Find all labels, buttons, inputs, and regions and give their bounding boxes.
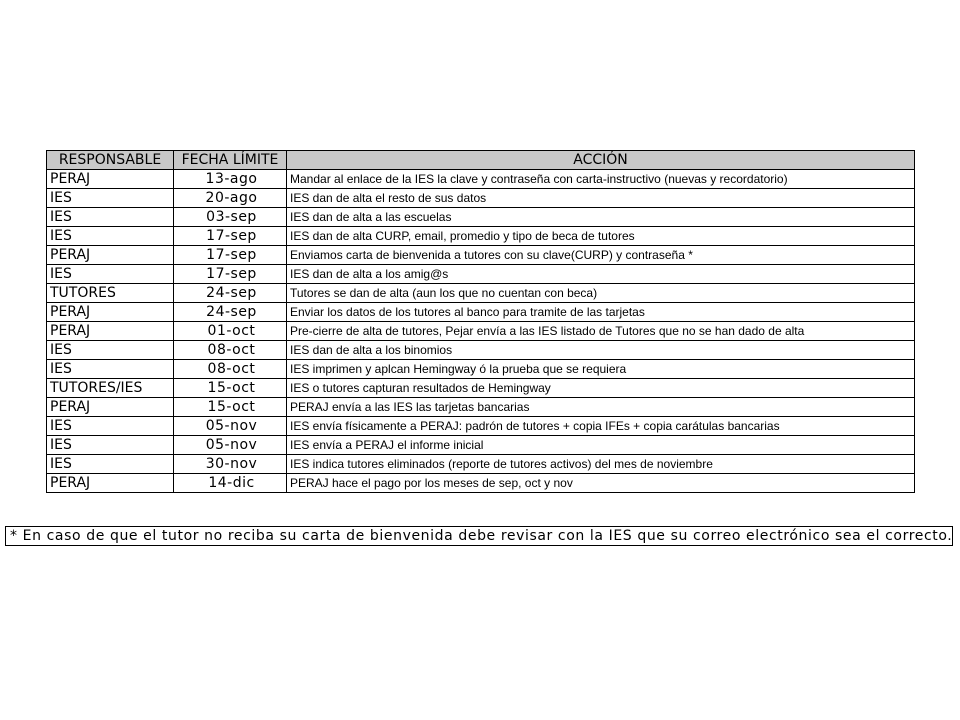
table-row — [47, 379, 915, 398]
responsable-cell: IES — [47, 227, 174, 246]
table-row — [47, 227, 915, 246]
accion-cell: PERAJ envía a las IES las tarjetas bancarias — [287, 398, 915, 417]
table-row — [47, 265, 915, 284]
fecha-limite-cell: 20-ago — [174, 189, 287, 208]
accion-cell: IES imprimen y aplcan Hemingway ó la prueba que se requiera — [287, 360, 915, 379]
fecha-limite-cell: 13-ago — [174, 170, 287, 189]
fecha-limite-cell: 15-oct — [174, 398, 287, 417]
table-row — [47, 322, 915, 341]
responsable-cell: IES — [47, 360, 174, 379]
table-row — [47, 417, 915, 436]
table-row — [47, 170, 915, 189]
accion-cell: IES envía físicamente a PERAJ: padrón de tutores + copia IFEs + copia carátulas bancarias — [287, 417, 915, 436]
fecha-limite-cell: 17-sep — [174, 265, 287, 284]
table-row — [47, 455, 915, 474]
fecha-limite-cell: 14-dic — [174, 474, 287, 493]
responsable-cell: PERAJ — [47, 398, 174, 417]
accion-cell: Tutores se dan de alta (aun los que no cuentan con beca) — [287, 284, 915, 303]
fecha-limite-cell: 15-oct — [174, 379, 287, 398]
fecha-limite-cell: 01-oct — [174, 322, 287, 341]
accion-cell: IES dan de alta el resto de sus datos — [287, 189, 915, 208]
accion-cell: IES dan de alta CURP, email, promedio y tipo de beca de tutores — [287, 227, 915, 246]
accion-cell: Enviar los datos de los tutores al banco para tramite de las tarjetas — [287, 303, 915, 322]
fecha-limite-cell: 08-oct — [174, 341, 287, 360]
responsable-cell: IES — [47, 417, 174, 436]
fecha-limite-cell: 24-sep — [174, 284, 287, 303]
table-row — [47, 189, 915, 208]
table-row — [47, 341, 915, 360]
schedule-table — [46, 150, 915, 493]
table-row — [47, 398, 915, 417]
footnote: * En caso de que el tutor no reciba su carta de bienvenida debe revisar con la IES que su correo electrónico sea el correcto. — [5, 526, 953, 546]
fecha-limite-cell: 17-sep — [174, 227, 287, 246]
table-row — [47, 303, 915, 322]
table-row — [47, 246, 915, 265]
table-body — [47, 170, 915, 493]
responsable-cell: IES — [47, 208, 174, 227]
fecha-limite-cell: 05-nov — [174, 417, 287, 436]
responsable-cell: PERAJ — [47, 322, 174, 341]
table-row — [47, 436, 915, 455]
header-row — [47, 151, 915, 170]
accion-cell: IES envía a PERAJ el informe inicial — [287, 436, 915, 455]
responsable-cell: PERAJ — [47, 246, 174, 265]
fecha-limite-cell: 17-sep — [174, 246, 287, 265]
table-row — [47, 284, 915, 303]
fecha-limite-cell: 30-nov — [174, 455, 287, 474]
accion-cell: PERAJ hace el pago por los meses de sep, oct y nov — [287, 474, 915, 493]
accion-cell: Enviamos carta de bienvenida a tutores con su clave(CURP) y contraseña * — [287, 246, 915, 265]
accion-cell: IES o tutores capturan resultados de Hemingway — [287, 379, 915, 398]
fecha-limite-cell: 24-sep — [174, 303, 287, 322]
responsable-cell: IES — [47, 189, 174, 208]
responsable-cell: TUTORES — [47, 284, 174, 303]
table-row — [47, 474, 915, 493]
column-header-fecha-limite: FECHA LÍMITE — [174, 151, 287, 170]
accion-cell: IES dan de alta a los amig@s — [287, 265, 915, 284]
table-row — [47, 208, 915, 227]
accion-cell: IES indica tutores eliminados (reporte de tutores activos) del mes de noviembre — [287, 455, 915, 474]
accion-cell: Mandar al enlace de la IES la clave y contraseña con carta-instructivo (nuevas y recordatorio) — [287, 170, 915, 189]
fecha-limite-cell: 05-nov — [174, 436, 287, 455]
fecha-limite-cell: 08-oct — [174, 360, 287, 379]
responsable-cell: IES — [47, 436, 174, 455]
responsable-cell: IES — [47, 265, 174, 284]
accion-cell: Pre-cierre de alta de tutores, Pejar envía a las IES listado de Tutores que no se han dado de alta — [287, 322, 915, 341]
responsable-cell: PERAJ — [47, 474, 174, 493]
fecha-limite-cell: 03-sep — [174, 208, 287, 227]
column-header-accion: ACCIÓN — [287, 151, 915, 170]
responsable-cell: IES — [47, 455, 174, 474]
accion-cell: IES dan de alta a los binomios — [287, 341, 915, 360]
column-header-responsable: RESPONSABLE — [47, 151, 174, 170]
table-row — [47, 360, 915, 379]
responsable-cell: IES — [47, 341, 174, 360]
responsable-cell: PERAJ — [47, 303, 174, 322]
responsable-cell: PERAJ — [47, 170, 174, 189]
responsable-cell: TUTORES/IES — [47, 379, 174, 398]
accion-cell: IES dan de alta a las escuelas — [287, 208, 915, 227]
